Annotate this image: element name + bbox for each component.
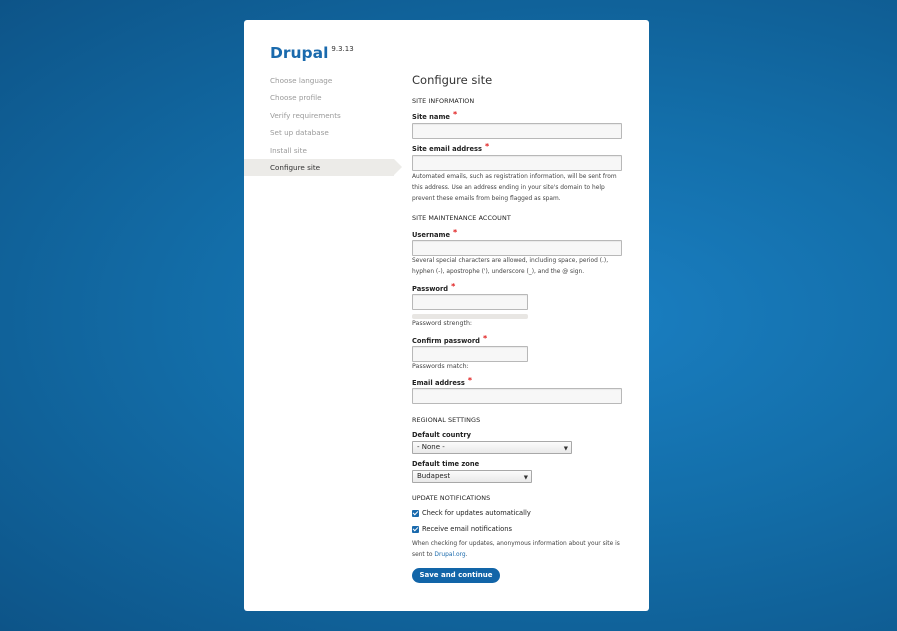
brand-name: Drupal [270,44,329,62]
site-name-label: Site name * [412,110,458,121]
default-country-value: - None - [417,443,445,451]
password-input[interactable] [412,294,528,310]
confirm-password-label: Confirm password * [412,334,488,345]
email-notifications-option[interactable] [412,525,512,533]
site-name-input[interactable] [412,123,622,139]
install-panel [244,20,649,611]
required-marker: * [467,376,473,385]
section-update-notifications: UPDATE NOTIFICATIONS [412,494,491,502]
default-timezone-label: Default time zone [412,460,480,468]
chevron-down-icon: ▼ [563,446,568,452]
required-marker: * [482,334,488,343]
check-updates-label: Check for updates automatically [422,509,531,517]
email-address-label: Email address * [412,376,473,387]
email-address-input[interactable] [412,388,622,404]
step-choose-profile: Choose profile [270,93,322,103]
password-strength-meter [412,314,528,319]
site-email-input[interactable] [412,155,622,171]
email-notifications-label: Receive email notifications [422,525,512,533]
passwords-match-text: Passwords match: [412,363,469,370]
default-country-select[interactable] [412,441,572,454]
section-regional-settings: REGIONAL SETTINGS [412,416,481,424]
username-description: Several special characters are allowed, including space, period (.), hyphen (-), apostrophe ('), underscore (_), and the @ sign. [412,258,609,275]
step-configure-site: Configure site [244,159,394,176]
default-timezone-select[interactable] [412,470,532,483]
section-site-information: SITE INFORMATION [412,97,475,105]
required-marker: * [451,282,456,291]
username-input[interactable] [412,240,622,256]
check-updates-option[interactable] [412,509,531,517]
chevron-down-icon: ▼ [523,475,528,481]
step-set-up-database: Set up database [270,128,329,138]
default-country-label: Default country [412,431,472,439]
step-install-site: Install site [270,145,307,155]
brand [270,43,354,62]
site-email-description: Automated emails, such as registration information, will be sent from this address. Use an address ending in your site's domain to help prevent these emails from being flagged as spam. [412,174,617,202]
required-marker: * [484,142,490,151]
username-label: Username * [412,228,458,239]
required-marker: * [452,110,458,119]
drupal-org-link[interactable]: Drupal.org [434,552,466,558]
default-timezone-value: Budapest [417,472,451,480]
page-title: Configure site [412,73,493,87]
password-strength-text: Password strength: [412,320,473,327]
check-updates-checkbox[interactable] [412,510,419,517]
email-notifications-checkbox[interactable] [412,526,419,533]
section-maintenance-account: SITE MAINTENANCE ACCOUNT [412,214,511,222]
site-email-label: Site email address * [412,142,490,153]
install-steps [244,72,394,176]
required-marker: * [453,228,458,237]
password-label: Password * [412,282,456,293]
save-and-continue-button[interactable]: Save and continue [412,568,500,583]
brand-version: 9.3.13 [331,45,354,53]
confirm-password-input[interactable] [412,346,528,362]
step-verify-requirements: Verify requirements [270,110,341,120]
update-notifications-description: When checking for updates, anonymous information about your site is sent to Drupal.org. [412,541,620,558]
step-choose-language: Choose language [270,76,333,85]
